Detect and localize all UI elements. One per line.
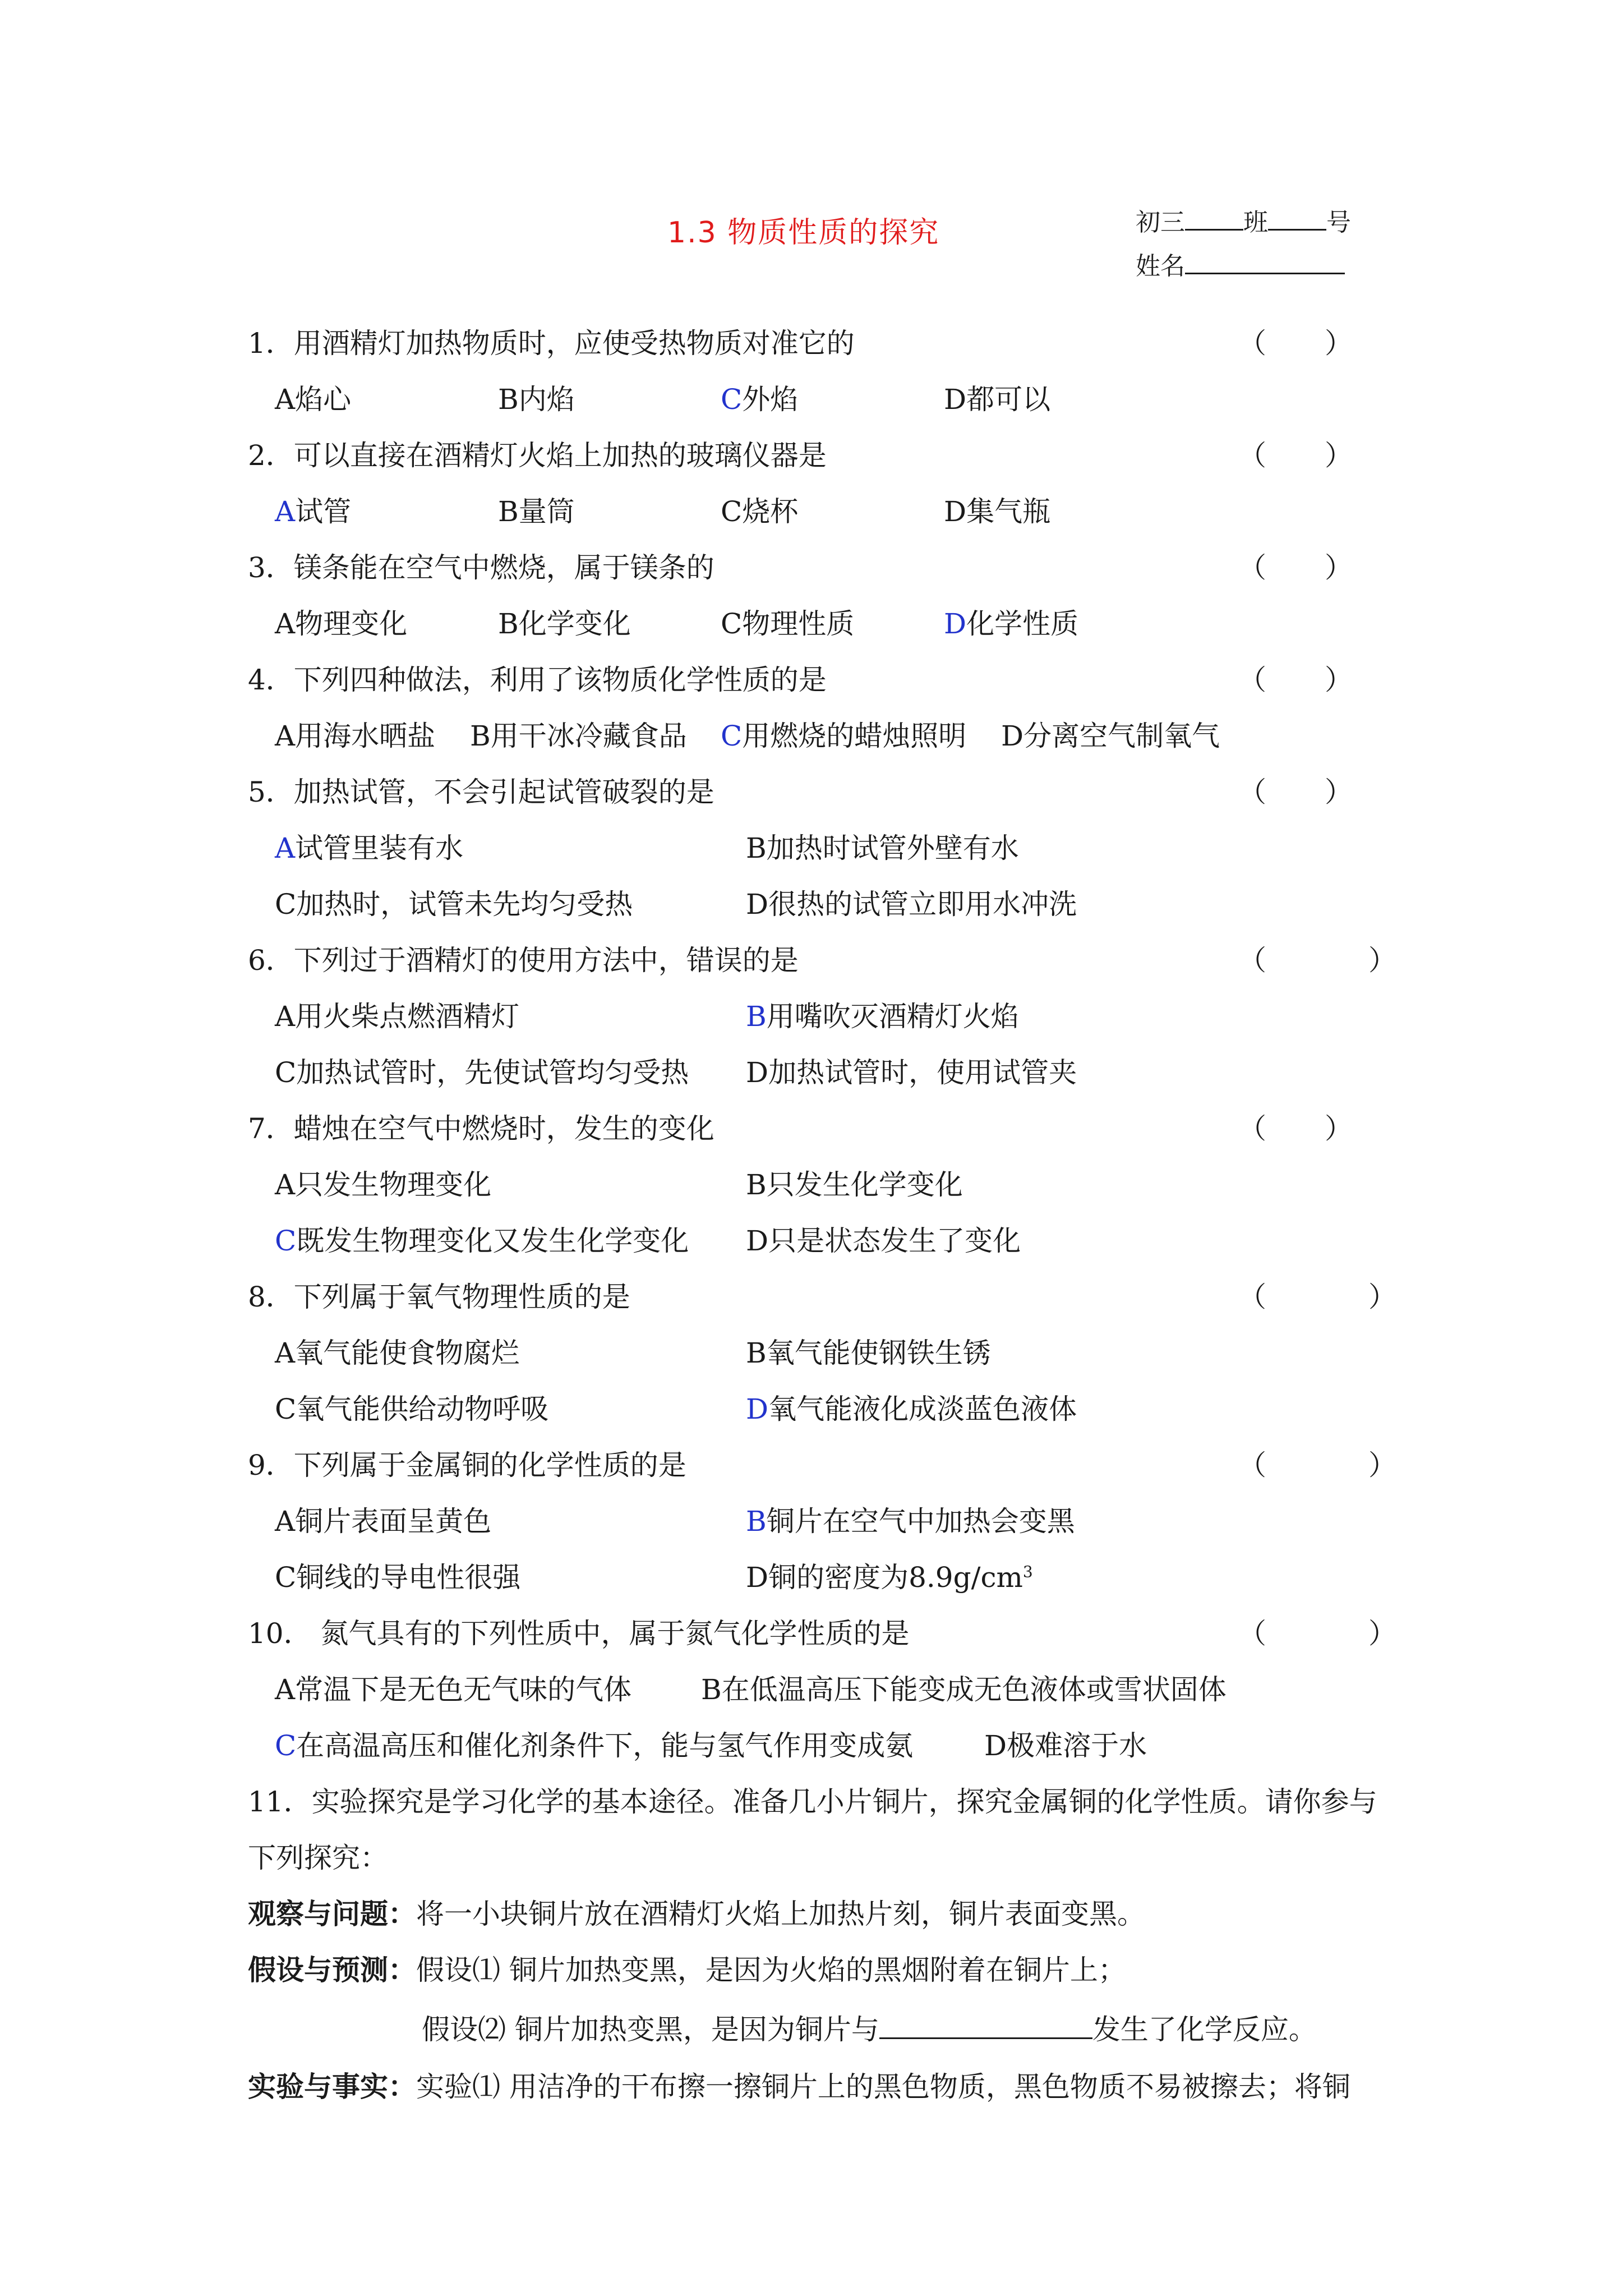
q7-option-d[interactable]	[746, 1218, 1021, 1259]
option-letter: B	[746, 832, 767, 864]
question-4-paren-left: （	[1238, 664, 1266, 696]
q8-option-b[interactable]	[746, 1331, 991, 1371]
q10-option-c[interactable]	[275, 1723, 913, 1764]
option-letter: B	[746, 1337, 767, 1369]
q9-option-c[interactable]	[275, 1555, 520, 1595]
q9-option-a[interactable]	[275, 1499, 491, 1539]
option-letter: A	[275, 608, 296, 640]
page-title: 1.3 物质性质的探究	[667, 216, 940, 250]
option-text: 常温下是无色无气味的气体	[295, 1673, 632, 1706]
superscript-exponent: 3	[1022, 1562, 1033, 1581]
question-7-paren-left: （	[1238, 1112, 1266, 1145]
option-letter: C	[721, 495, 743, 528]
option-letter: D	[746, 1056, 769, 1089]
experiment-label: 实验与事实：	[248, 2070, 416, 2103]
option-letter: C	[275, 1561, 297, 1594]
option-text: 加热时，试管未先均匀受热	[296, 888, 633, 921]
question-4-stem: 4．下列四种做法，利用了该物质化学性质的是	[248, 664, 827, 696]
name-blank[interactable]	[1185, 248, 1345, 274]
option-letter: C	[275, 1393, 297, 1425]
option-letter: A	[275, 495, 296, 528]
question-6-stem: 6．下列过于酒精灯的使用方法中，错误的是	[248, 944, 799, 977]
q6-option-d[interactable]	[746, 1050, 1077, 1091]
q8-option-d[interactable]	[746, 1387, 1077, 1427]
q2-option-a[interactable]	[275, 489, 351, 530]
question-6-paren-left: （	[1238, 944, 1266, 977]
option-text: 外焰	[742, 383, 799, 416]
q4-option-d[interactable]	[1001, 714, 1220, 754]
q10-option-b[interactable]	[701, 1667, 1227, 1708]
option-letter: C	[275, 1225, 297, 1257]
q8-option-c[interactable]	[275, 1387, 548, 1427]
q5-option-b[interactable]	[746, 826, 1019, 866]
question-5-paren-left: （	[1238, 776, 1266, 808]
class-label: 班	[1243, 208, 1268, 237]
option-text: 只发生化学变化	[766, 1168, 963, 1201]
option-text: 用燃烧的蜡烛照明	[742, 720, 967, 752]
q5-option-d[interactable]	[746, 882, 1077, 922]
class-prefix: 初三	[1136, 208, 1185, 237]
option-letter: C	[721, 720, 743, 752]
option-letter: A	[275, 1673, 296, 1706]
option-letter: B	[746, 1000, 767, 1033]
option-letter: B	[470, 720, 491, 752]
option-letter: C	[275, 1056, 297, 1089]
option-letter: D	[984, 1729, 1007, 1762]
option-letter: B	[498, 608, 519, 640]
grade-class-blank[interactable]	[1185, 204, 1243, 231]
question-3-paren-right: ）	[1325, 551, 1353, 584]
option-letter: A	[275, 720, 296, 752]
observation-text: 将一小块铜片放在酒精灯火焰上加热片刻，铜片表面变黑。	[416, 1898, 1145, 1930]
q1-option-a[interactable]	[275, 377, 351, 417]
option-letter: D	[746, 1225, 769, 1257]
option-letter: B	[498, 383, 519, 416]
option-text: 物理性质	[742, 608, 855, 640]
question-2-stem: 2．可以直接在酒精灯火焰上加热的玻璃仪器是	[248, 439, 827, 472]
question-1-paren-right: ）	[1325, 327, 1353, 360]
option-letter: D	[944, 608, 967, 640]
q10-option-a[interactable]	[275, 1667, 631, 1708]
question-8-stem: 8．下列属于氧气物理性质的是	[248, 1281, 630, 1313]
option-text: 只发生物理变化	[295, 1168, 492, 1201]
q2-option-b[interactable]	[498, 489, 575, 530]
question-2-paren-left: （	[1238, 439, 1266, 472]
hypothesis-2-answer-blank[interactable]	[879, 2013, 1092, 2039]
option-text: 既发生物理变化又发生化学变化	[296, 1225, 689, 1257]
option-text: 用火柴点燃酒精灯	[295, 1000, 520, 1033]
option-text: 量筒	[518, 495, 575, 528]
option-letter: A	[275, 1000, 296, 1033]
q10-option-d[interactable]	[984, 1723, 1147, 1764]
q7-option-c[interactable]	[275, 1218, 689, 1259]
option-text: 用海水晒盐	[295, 720, 436, 752]
question-11-stem-line2: 下列探究：	[248, 1842, 388, 1874]
question-10-paren-left: （	[1238, 1617, 1266, 1650]
question-1-stem: 1．用酒精灯加热物质时，应使受热物质对准它的	[248, 327, 855, 360]
q9-option-b[interactable]	[746, 1499, 1075, 1539]
question-3-paren-left: （	[1238, 551, 1266, 584]
class-number-line	[1136, 202, 1351, 238]
option-text: 氧气能液化成淡蓝色液体	[768, 1393, 1077, 1425]
option-text: 氧气能供给动物呼吸	[296, 1393, 549, 1425]
question-4-paren-right: ）	[1325, 664, 1353, 696]
question-10-stem: 10． 氮气具有的下列性质中，属于氮气化学性质的是	[248, 1617, 910, 1650]
q9-option-d[interactable]	[746, 1555, 1033, 1595]
option-letter: A	[275, 1168, 296, 1201]
option-letter: B	[746, 1168, 767, 1201]
question-5-stem: 5．加热试管，不会引起试管破裂的是	[248, 776, 714, 808]
option-letter: B	[701, 1673, 722, 1706]
option-letter: A	[275, 383, 296, 416]
seat-number-blank[interactable]	[1268, 204, 1326, 231]
q2-option-c[interactable]	[721, 489, 798, 530]
q3-option-a[interactable]	[275, 601, 407, 642]
q1-option-d[interactable]	[944, 377, 1050, 417]
option-letter: D	[1001, 720, 1024, 752]
q6-option-a[interactable]	[275, 994, 519, 1034]
question-2-paren-right: ）	[1325, 439, 1353, 472]
option-letter: C	[721, 608, 743, 640]
option-text: 在低温高压下能变成无色液体或雪状固体	[721, 1673, 1227, 1706]
q4-option-c[interactable]	[721, 714, 966, 754]
q3-option-d[interactable]	[944, 601, 1078, 642]
option-text: 氧气能使食物腐烂	[295, 1337, 520, 1369]
question-7-stem: 7．蜡烛在空气中燃烧时，发生的变化	[248, 1112, 714, 1145]
option-text: 用干冰冷藏食品	[490, 720, 687, 752]
option-letter: D	[746, 888, 769, 921]
q6-option-b[interactable]	[746, 994, 1019, 1034]
q2-option-d[interactable]	[944, 489, 1050, 530]
question-8-paren-right: ）	[1368, 1281, 1396, 1313]
q3-option-c[interactable]	[721, 601, 854, 642]
question-9-paren-left: （	[1238, 1449, 1266, 1481]
question-3-stem: 3．镁条能在空气中燃烧，属于镁条的	[248, 551, 714, 584]
question-9-stem: 9．下列属于金属铜的化学性质的是	[248, 1449, 686, 1481]
q1-option-b[interactable]	[498, 377, 575, 417]
option-letter: A	[275, 1337, 296, 1369]
q3-option-b[interactable]	[498, 601, 631, 642]
question-1-paren-left: （	[1238, 327, 1266, 360]
observation-line	[248, 1892, 1145, 1932]
name-label: 姓名	[1136, 252, 1185, 280]
hypothesis-2-prefix: 假设⑵ 铜片加热变黑，是因为铜片与	[422, 2013, 879, 2046]
option-text: 氧气能使钢铁生锈	[766, 1337, 991, 1369]
option-letter: D	[944, 383, 967, 416]
option-letter: C	[721, 383, 743, 416]
question-7-paren-right: ）	[1325, 1112, 1353, 1145]
number-label: 号	[1326, 208, 1351, 237]
option-text: 焰心	[295, 383, 352, 416]
option-letter: B	[746, 1505, 767, 1538]
question-10-paren-right: ）	[1368, 1617, 1396, 1650]
hypothesis-label: 假设与预测：	[248, 1953, 416, 1986]
option-text: 铜片在空气中加热会变黑	[766, 1505, 1075, 1538]
option-letter: D	[746, 1561, 769, 1594]
option-text: 烧杯	[742, 495, 799, 528]
question-11-stem-line1: 11．实验探究是学习化学的基本途径。准备几小片铜片，探究金属铜的化学性质。请你参与	[248, 1786, 1377, 1818]
option-letter: C	[275, 888, 297, 921]
option-text: 铜片表面呈黄色	[295, 1505, 492, 1538]
option-letter: A	[275, 832, 296, 864]
option-text: 在高温高压和催化剂条件下，能与氢气作用变成氨	[296, 1729, 914, 1762]
option-text: 分离空气制氧气	[1023, 720, 1220, 752]
option-text: 试管	[295, 495, 352, 528]
option-letter: D	[746, 1393, 769, 1425]
option-text: 化学性质	[966, 608, 1079, 640]
q4-option-b[interactable]	[470, 714, 687, 754]
option-text: 都可以	[966, 383, 1051, 416]
q7-option-b[interactable]	[746, 1162, 963, 1203]
option-text: 很热的试管立即用水冲洗	[768, 888, 1077, 921]
option-text: 加热时试管外壁有水	[766, 832, 1019, 864]
option-text: 物理变化	[295, 608, 408, 640]
q1-option-c[interactable]	[721, 377, 798, 417]
option-text: 加热试管时，先使试管均匀受热	[296, 1056, 689, 1089]
q5-option-c[interactable]	[275, 882, 633, 922]
experiment-text: 实验⑴ 用洁净的干布擦一擦铜片上的黑色物质，黑色物质不易被擦去；将铜	[416, 2070, 1350, 2103]
question-9-paren-right: ）	[1368, 1449, 1396, 1481]
question-6-paren-right: ）	[1368, 944, 1396, 977]
option-letter: B	[498, 495, 519, 528]
q5-option-a[interactable]	[275, 826, 463, 866]
hypothesis-2-suffix: 发生了化学反应。	[1092, 2013, 1317, 2046]
q6-option-c[interactable]	[275, 1050, 689, 1091]
hypothesis-1-text: 假设⑴ 铜片加热变黑，是因为火焰的黑烟附着在铜片上；	[416, 1954, 1126, 1986]
q4-option-a[interactable]	[275, 714, 435, 754]
hypothesis-2-line	[422, 2007, 1317, 2047]
experiment-line	[248, 2064, 1350, 2105]
option-text: 只是状态发生了变化	[768, 1225, 1021, 1257]
option-text: 加热试管时，使用试管夹	[768, 1056, 1077, 1089]
option-text: 内焰	[518, 383, 575, 416]
hypothesis-line	[248, 1948, 1126, 1988]
option-letter: C	[275, 1729, 297, 1762]
observation-label: 观察与问题：	[248, 1897, 416, 1930]
option-letter: A	[275, 1505, 296, 1538]
name-line	[1136, 246, 1345, 282]
option-text: 试管里装有水	[295, 832, 464, 864]
option-text: 极难溶于水	[1007, 1729, 1147, 1762]
q8-option-a[interactable]	[275, 1331, 519, 1371]
option-letter: D	[944, 495, 967, 528]
option-text: 铜的密度为8.9g/cm	[768, 1561, 1023, 1594]
question-5-paren-right: ）	[1325, 776, 1353, 808]
option-text: 集气瓶	[966, 495, 1051, 528]
option-text: 铜线的导电性很强	[296, 1561, 521, 1594]
option-text: 化学变化	[518, 608, 631, 640]
question-8-paren-left: （	[1238, 1281, 1266, 1313]
option-text: 用嘴吹灭酒精灯火焰	[766, 1000, 1019, 1033]
q7-option-a[interactable]	[275, 1162, 491, 1203]
